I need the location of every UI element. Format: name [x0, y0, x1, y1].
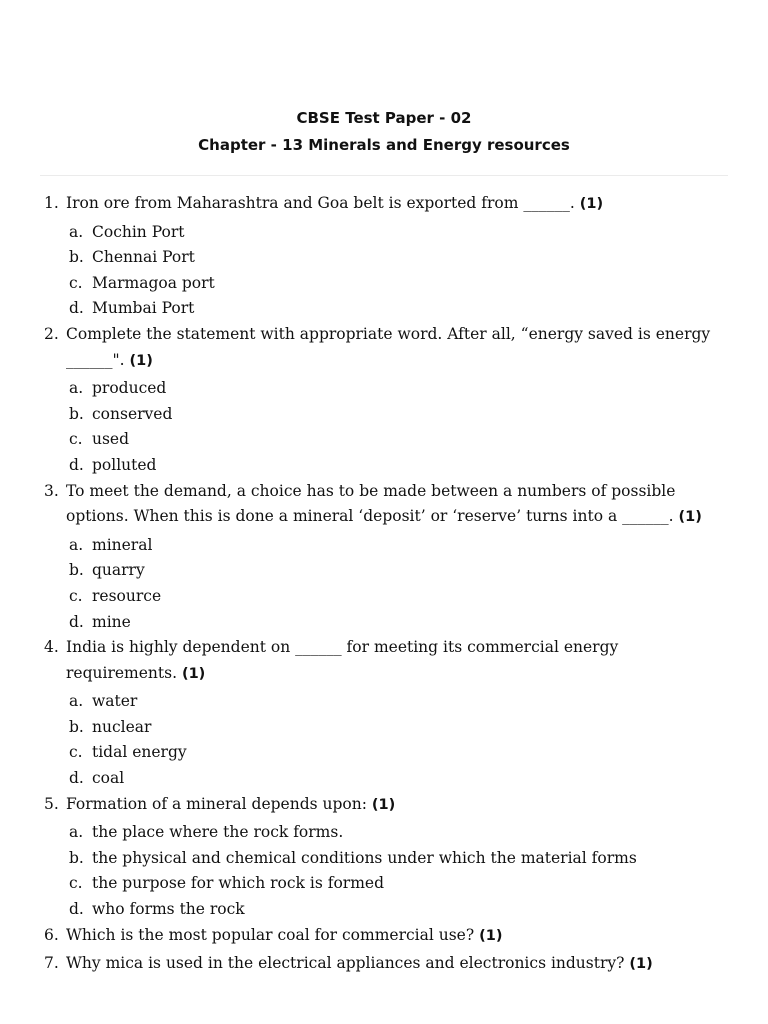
question-text: Iron ore from Maharashtra and Goa belt is exported from ______. [66, 194, 575, 212]
option-item [0, 453, 768, 479]
option-text: Mumbai Port [92, 299, 195, 318]
option-text: the purpose for which rock is formed [92, 874, 384, 893]
option-letter: a. [69, 692, 84, 711]
question-number: 6. [44, 925, 59, 944]
option-item [0, 871, 768, 897]
question-text: Complete the statement with appropriate word. After all, “energy saved is energy ______". [66, 324, 711, 369]
paper-title: CBSE Test Paper - 02 [296, 109, 472, 127]
option-text: used [92, 430, 130, 449]
option-text: conserved [92, 404, 173, 423]
question-list [0, 191, 768, 978]
question-marks: (1) [579, 196, 604, 212]
option-letter: d. [69, 455, 84, 474]
option-text: tidal energy [92, 743, 187, 762]
option-text: mine [92, 612, 131, 631]
option-letter: c. [69, 586, 83, 605]
question-3 [0, 479, 768, 531]
question-marks: (1) [479, 927, 503, 944]
options-list [0, 376, 768, 478]
option-letter: c. [69, 430, 83, 449]
option-letter: c. [69, 273, 83, 292]
question-marks: (1) [181, 665, 206, 682]
question-number: 1. [44, 194, 59, 212]
question-marks: (1) [678, 509, 702, 526]
option-item [0, 533, 768, 559]
options-list [0, 220, 768, 322]
question-number: 7. [44, 954, 59, 973]
question-5 [0, 792, 768, 819]
question-text: Formation of a mineral depends upon: [66, 794, 367, 813]
option-letter: b. [69, 848, 84, 867]
question-1 [0, 191, 768, 218]
option-letter: a. [69, 222, 84, 241]
option-item [0, 402, 768, 428]
option-item [0, 846, 768, 872]
option-text: the place where the rock forms. [92, 823, 344, 842]
option-item [0, 558, 768, 584]
option-text: nuclear [92, 717, 152, 736]
option-item [0, 689, 768, 715]
option-letter: c. [69, 874, 83, 893]
options-list [0, 533, 768, 635]
option-item [0, 245, 768, 271]
option-text: who forms the rock [92, 900, 245, 919]
option-letter: d. [69, 769, 84, 788]
option-text: polluted [92, 455, 157, 474]
option-text: quarry [92, 561, 145, 580]
option-item [0, 820, 768, 846]
option-item [0, 897, 768, 923]
option-letter: b. [69, 248, 84, 267]
option-item [0, 715, 768, 741]
option-text: water [92, 692, 138, 711]
option-text: Chennai Port [92, 248, 195, 267]
question-text: Which is the most popular coal for commercial use? [66, 925, 475, 944]
option-item [0, 220, 768, 246]
question-6 [0, 923, 768, 950]
question-4 [0, 635, 768, 687]
option-item [0, 610, 768, 636]
option-letter: b. [69, 717, 84, 736]
option-item [0, 296, 768, 322]
option-text: produced [92, 379, 167, 398]
question-marks: (1) [129, 352, 153, 369]
option-text: resource [92, 586, 162, 605]
option-letter: a. [69, 535, 84, 554]
option-letter: d. [69, 900, 84, 919]
question-marks: (1) [371, 796, 396, 813]
chapter-title: Chapter - 13 Minerals and Energy resources [198, 136, 570, 154]
question-2 [0, 322, 768, 374]
option-item [0, 376, 768, 402]
option-text: Cochin Port [92, 222, 185, 241]
question-number: 4. [44, 638, 59, 657]
option-letter: b. [69, 404, 84, 423]
option-item [0, 427, 768, 453]
option-text: Marmagoa port [92, 273, 215, 292]
question-text: To meet the demand, a choice has to be made between a numbers of possible options. When this is done a mineral ‘deposit’ or ‘reserve’ turns into a ______. [66, 481, 676, 526]
option-letter: a. [69, 823, 84, 842]
header-divider [40, 175, 728, 176]
question-7 [0, 951, 768, 978]
option-letter: a. [69, 379, 84, 398]
option-item [0, 740, 768, 766]
option-letter: d. [69, 299, 84, 318]
option-letter: c. [69, 743, 83, 762]
option-item [0, 766, 768, 792]
option-item [0, 584, 768, 610]
option-text: coal [92, 769, 125, 788]
option-letter: d. [69, 612, 84, 631]
question-marks: (1) [629, 956, 653, 973]
option-letter: b. [69, 561, 84, 580]
option-text: mineral [92, 535, 153, 554]
options-list [0, 689, 768, 791]
question-number: 3. [44, 481, 59, 500]
question-number: 5. [44, 794, 59, 813]
option-item [0, 271, 768, 297]
question-text: India is highly dependent on ______ for meeting its commercial energy requirements. [66, 638, 619, 682]
option-text: the physical and chemical conditions under which the material forms [92, 848, 637, 867]
question-text: Why mica is used in the electrical appliances and electronics industry? [66, 954, 625, 973]
options-list [0, 820, 768, 922]
question-number: 2. [44, 324, 59, 343]
